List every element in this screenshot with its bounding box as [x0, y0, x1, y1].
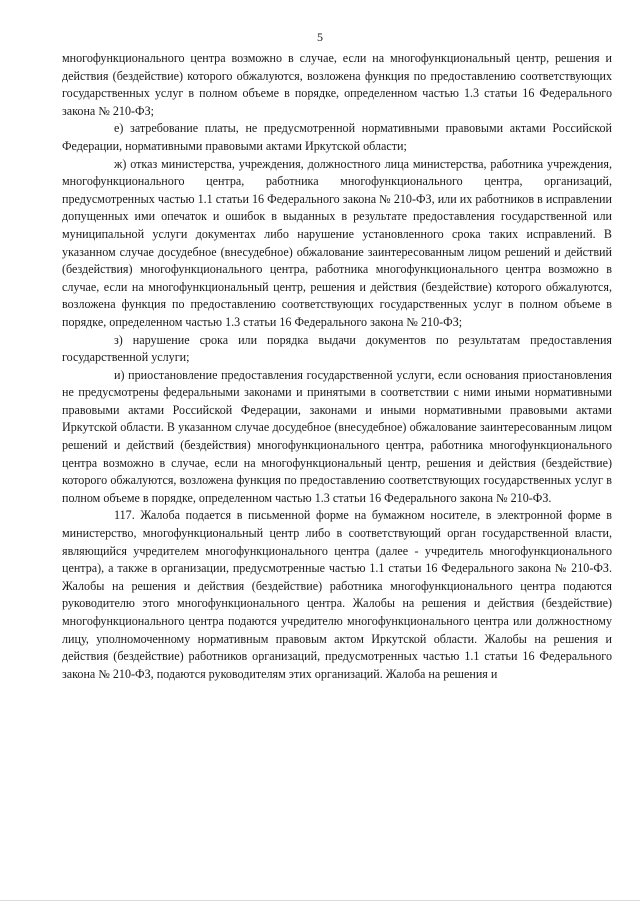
- paragraph-continuation: многофункционального центра возможно в случае, если на многофункциональный центр, решения и действия (бездействие) которого обжалуются, возложена функция по предоставлению соответствующих государственных услуг в полном объеме в порядке, определенном частью 1.3 статьи 16 Федерального закона № 210-ФЗ;: [62, 51, 612, 118]
- paragraph-item-z: з) нарушение срока или порядка выдачи документов по результатам предоставления государственной услуги;: [62, 332, 612, 365]
- document-body: [62, 50, 612, 683]
- paragraph-117: 117. Жалоба подается в письменной форме на бумажном носителе, в электронной форме в министерство, многофункциональный центр либо в соответствующий орган государственной власти, являющийся учредителем многофункционального центра (далее - учредитель многофункционального центра), а также в организации, предусмотренные частью 1.1 статьи 16 Федерального закона № 210-ФЗ. Жалобы на решения и действия (бездействие) работника многофункционального центра подаются руководителю этого многофункционального центра. Жалобы на решения и действия (бездействие) многофункционального центра подаются учредителю многофункционального центра или должностному лицу, уполномоченному нормативным правовым актом Иркутской области. Жалобы на решения и действия (бездействие) работников организаций, предусмотренных частью 1.1 статьи 16 Федерального закона № 210-ФЗ, подаются руководителям этих организаций. Жалоба на решения и: [62, 508, 612, 681]
- paragraph-item-e: е) затребование платы, не предусмотренной нормативными правовыми актами Российской Федерации, нормативными правовыми актами Иркутской области;: [62, 121, 612, 153]
- paragraph-item-zh: ж) отказ министерства, учреждения, должностного лица министерства, работника учреждения, многофункционального центра, работника многофункционального центра, организаций, предусмотренных частью 1.1 статьи 16 Федерального закона № 210-ФЗ, или их работников в исправлении допущенных ими опечаток и ошибок в выданных в результате предоставления государственной или муниципальной услуги документах либо нарушение установленного срока таких исправлений. В указанном случае досудебное (внесудебное) обжалование заинтересованным лицом решений и действий (бездействия) многофункционального центра, работника многофункционального центра возможно в случае, если на многофункциональный центр, решения и действия (бездействие) которого обжалуются, возложена функция по предоставлению соответствующих государственных услуг в полном объеме в порядке, определенном частью 1.3 статьи 16 Федерального закона № 210-ФЗ;: [62, 156, 612, 329]
- page-number: 5: [317, 30, 323, 44]
- paragraph-item-i: и) приостановление предоставления государственной услуги, если основания приостановления не предусмотрены федеральными законами и принятыми в соответствии с ними иными нормативными правовыми актами Российской Федерации, законами и иными нормативными правовыми актами Иркутской области. В указанном случае досудебное (внесудебное) обжалование заинтересованным лицом решений и действий (бездействия) многофункционального центра, работника многофункционального центра возможно в случае, если на многофункциональный центр, решения и действия (бездействие) которого обжалуются, возложена функция по предоставлению соответствующих государственных услуг в полном объеме в порядке, определенном частью 1.3 статьи 16 Федерального закона № 210-ФЗ.: [62, 367, 612, 505]
- page-bottom-edge: [0, 900, 640, 901]
